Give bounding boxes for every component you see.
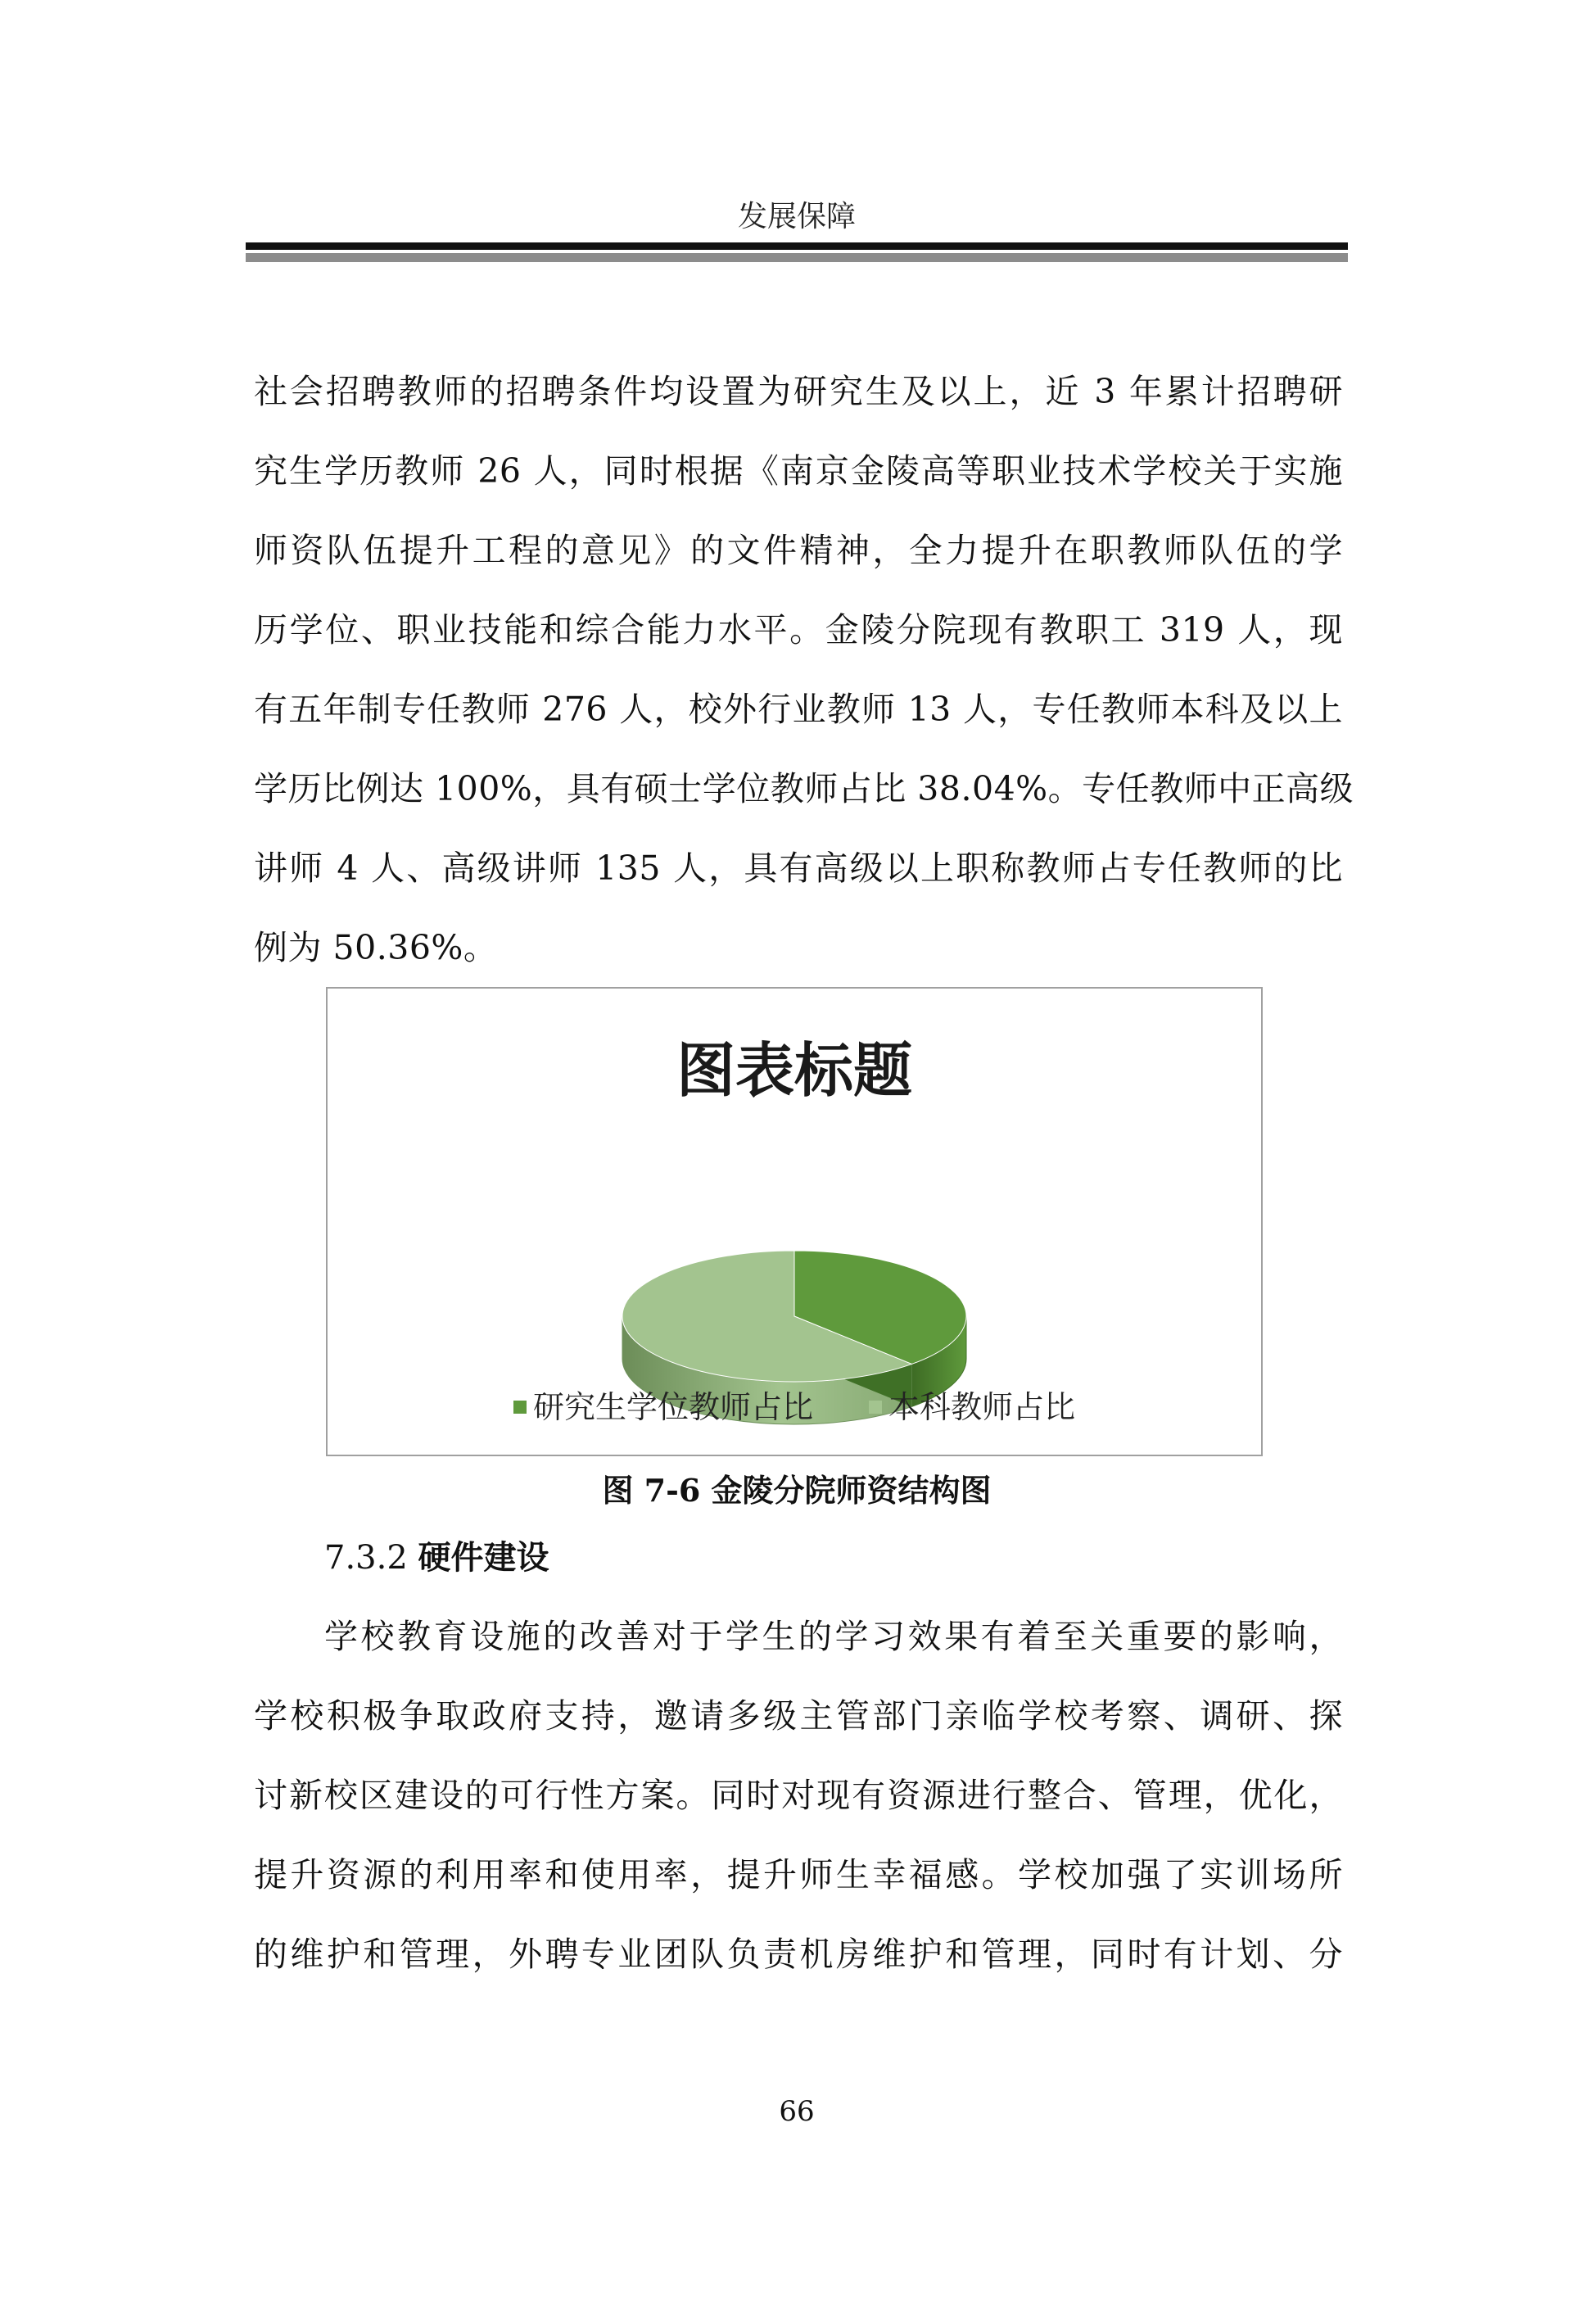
section-heading [324,1533,549,1582]
paragraph-line: 学校教育设施的改善对于学生的学习效果有着至关重要的影响， [324,1617,1343,1656]
legend-label: 本科教师占比 [888,1389,1076,1425]
section-number: 7.3.2 [324,1539,408,1577]
page-number: 66 [779,2095,815,2128]
section-title: 硬件建设 [418,1539,549,1577]
paragraph-line: 学校积极争取政府支持，邀请多级主管部门亲临学校考察、调研、探 [254,1696,1343,1736]
paragraph-line: 历学位、职业技能和综合能力水平。金陵分院现有教职工 319 人，现 [254,610,1343,650]
running-header: 发展保障 [737,200,856,233]
legend-swatch [513,1401,527,1414]
paragraph-line: 师资队伍提升工程的意见》的文件精神，全力提升在职教师队伍的学 [254,531,1343,570]
paragraph-line: 有五年制专任教师 276 人，校外行业教师 13 人，专任教师本科及以上 [254,690,1343,729]
chart-legend [328,1382,1261,1427]
chart-title: 图表标题 [676,1036,912,1105]
paragraph-line: 讨新校区建设的可行性方案。同时对现有资源进行整合、管理，优化， [254,1776,1343,1815]
paragraph-line: 社会招聘教师的招聘条件均设置为研究生及以上，近 3 年累计招聘研 [254,372,1343,411]
legend-item [869,1382,1075,1427]
paragraph-line: 提升资源的利用率和使用率，提升师生幸福感。学校加强了实训场所 [254,1855,1343,1894]
legend-label: 研究生学位教师占比 [532,1389,813,1425]
pie-chart [326,987,1263,1456]
paragraph-line: 例为 50.36%。 [254,928,498,967]
header-rule-thin [246,253,1348,262]
header-rule-thick [246,242,1348,250]
paragraph-line: 究生学历教师 26 人，同时根据《南京金陵高等职业技术学校关于实施 [254,451,1343,491]
paragraph-line: 学历比例达 100%，具有硕士学位教师占比 38.04%。专任教师中正高级 [254,769,1354,808]
legend-swatch [869,1401,882,1414]
paragraph-line: 讲师 4 人、高级讲师 135 人，具有高级以上职称教师占专任教师的比 [254,849,1343,888]
legend-item [513,1382,813,1427]
figure-caption: 图 7-6 金陵分院师资结构图 [602,1472,992,1509]
paragraph-line: 的维护和管理，外聘专业团队负责机房维护和管理，同时有计划、分 [254,1935,1343,1974]
